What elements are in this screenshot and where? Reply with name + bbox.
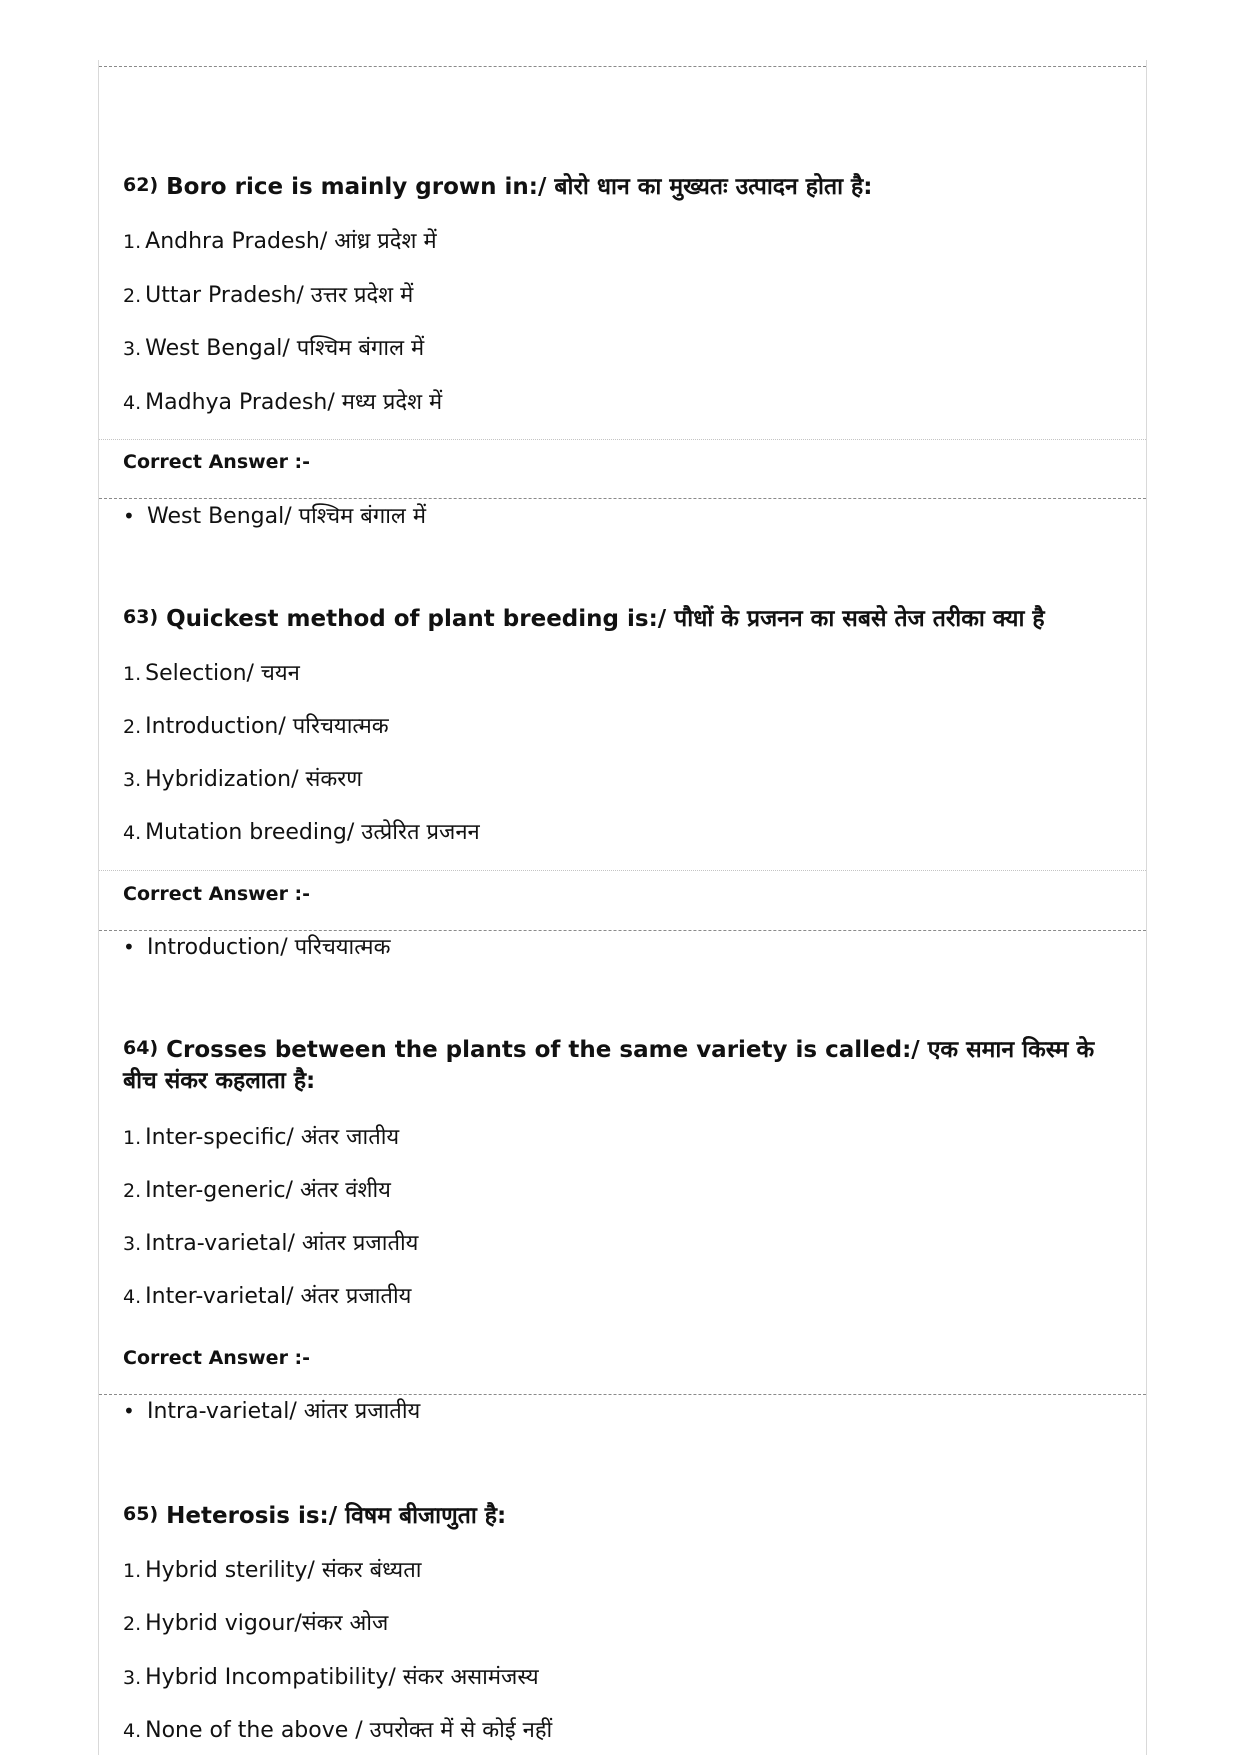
correct-answer: • Introduction/ परिचयात्मक [123, 935, 391, 960]
option-number: 2. [123, 1180, 142, 1202]
option-text: West Bengal/ पश्चिम बंगाल में [145, 336, 425, 361]
option-item [123, 713, 389, 741]
question-text: Quickest method of plant breeding is:/ पौधों के प्रजनन का सबसे तेज तरीका क्या है [166, 606, 1045, 632]
option-text: Inter-varietal/ अंतर प्रजातीय [145, 1284, 412, 1309]
question-text: Boro rice is mainly grown in:/ बोरो धान का मुख्यतः उत्पादन होता है: [166, 174, 873, 200]
question-65-title [123, 1501, 1116, 1532]
option-number: 4. [123, 1720, 142, 1742]
option-text: Hybridization/ संकरण [145, 767, 363, 792]
option-item [123, 660, 300, 688]
option-number: 2. [123, 1613, 142, 1635]
option-text: Inter-specific/ अंतर जातीय [145, 1125, 400, 1150]
option-number: 2. [123, 716, 142, 738]
option-item [123, 335, 424, 363]
correct-answer-text: West Bengal/ पश्चिम बंगाल में [147, 504, 426, 529]
question-divider [99, 498, 1146, 499]
section-separator [99, 870, 1146, 871]
question-number: 65) [123, 1503, 159, 1525]
correct-answer: • Intra-varietal/ आंतर प्रजातीय [123, 1399, 421, 1424]
option-number: 3. [123, 769, 142, 791]
option-number: 1. [123, 1560, 142, 1582]
option-number: 3. [123, 338, 142, 360]
option-text: Intra-varietal/ आंतर प्रजातीय [145, 1231, 419, 1256]
option-item [123, 1283, 411, 1311]
option-text: Andhra Pradesh/ आंध्र प्रदेश में [145, 229, 437, 254]
option-text: Madhya Pradesh/ मध्य प्रदेश में [145, 390, 443, 415]
question-divider [99, 1394, 1146, 1395]
option-number: 3. [123, 1233, 142, 1255]
question-divider [99, 930, 1146, 931]
option-number: 1. [123, 1127, 142, 1149]
option-number: 3. [123, 1667, 142, 1689]
question-number: 62) [123, 174, 159, 196]
correct-answer: • West Bengal/ पश्चिम बंगाल में [123, 504, 426, 529]
question-text: Heterosis is:/ विषम बीजाणुता है: [166, 1503, 507, 1529]
option-text: Selection/ चयन [145, 661, 300, 686]
option-item [123, 819, 480, 847]
section-separator [99, 439, 1146, 440]
option-number: 4. [123, 392, 142, 414]
option-text: Hybrid sterility/ संकर बंध्यता [145, 1558, 422, 1583]
correct-answer-label: Correct Answer :- [123, 883, 311, 905]
option-item [123, 1717, 552, 1745]
option-text: Hybrid vigour/संकर ओज [145, 1611, 389, 1636]
option-number: 1. [123, 231, 142, 253]
correct-answer-label: Correct Answer :- [123, 451, 311, 473]
option-number: 4. [123, 822, 142, 844]
option-text: Hybrid Incompatibility/ संकर असामंजस्य [145, 1665, 539, 1690]
option-number: 1. [123, 663, 142, 685]
option-item [123, 389, 442, 417]
option-item [123, 1557, 421, 1585]
option-text: Introduction/ परिचयात्मक [145, 714, 389, 739]
option-item [123, 1610, 388, 1638]
option-item [123, 1124, 399, 1152]
option-text: None of the above / उपरोक्त में से कोई नहीं [145, 1718, 553, 1743]
question-text: Crosses between the plants of the same variety is called:/ एक समान किस्म के बीच संकर कहलाता है: [123, 1037, 1095, 1094]
option-text: Mutation breeding/ उत्प्रेरित प्रजनन [145, 820, 480, 845]
option-number: 4. [123, 1286, 142, 1308]
option-text: Uttar Pradesh/ उत्तर प्रदेश में [145, 283, 414, 308]
question-divider [99, 66, 1146, 67]
option-item [123, 282, 413, 310]
option-item [123, 1230, 418, 1258]
question-62-title [123, 172, 1116, 203]
question-paper-page [98, 60, 1147, 1755]
option-item [123, 228, 437, 256]
option-text: Inter-generic/ अंतर वंशीय [145, 1178, 391, 1203]
question-64-title [123, 1035, 1116, 1096]
question-number: 64) [123, 1037, 159, 1059]
option-item [123, 1664, 539, 1692]
option-item [123, 1177, 391, 1205]
question-63-title [123, 604, 1116, 635]
correct-answer-text: Intra-varietal/ आंतर प्रजातीय [147, 1399, 421, 1424]
question-number: 63) [123, 606, 159, 628]
option-item [123, 766, 362, 794]
correct-answer-text: Introduction/ परिचयात्मक [147, 935, 391, 960]
option-number: 2. [123, 285, 142, 307]
correct-answer-label: Correct Answer :- [123, 1347, 311, 1369]
